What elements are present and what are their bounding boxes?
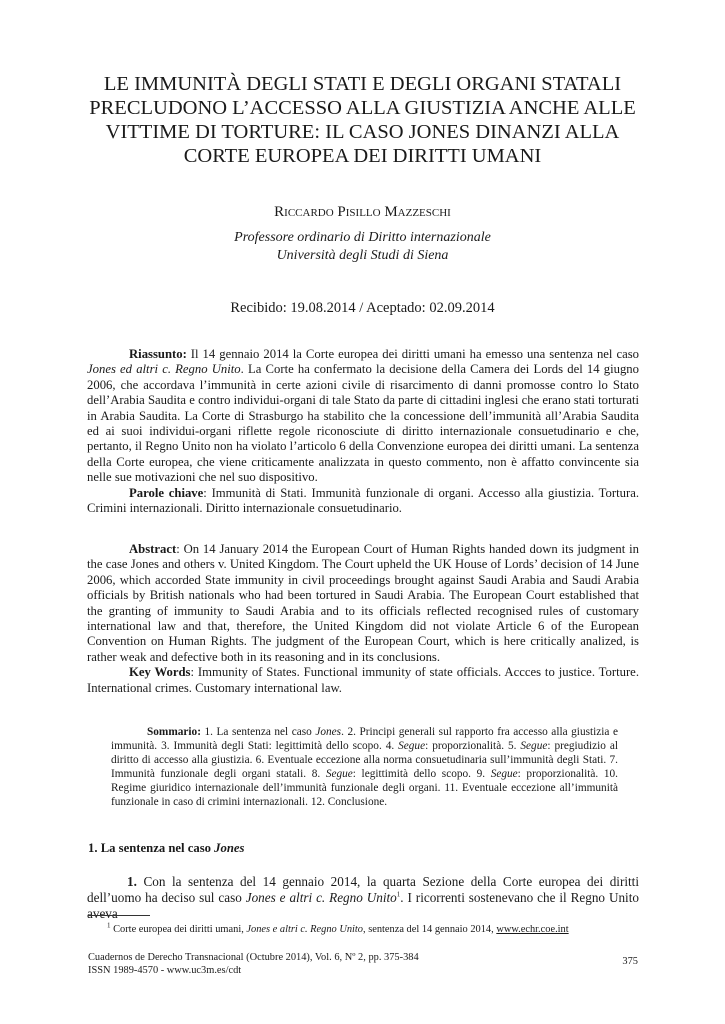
article-title [80,72,645,168]
abstract-label: Abstract [129,542,177,556]
abstract-paragraph [87,542,639,665]
parole-chiave-paragraph [87,486,639,517]
title-line: LE IMMUNITÀ DEGLI STATI E DEGLI ORGANI STATALI [103,73,622,95]
title-line: CORTE EUROPEA DEI DIRITTI UMANI [183,145,542,167]
riassunto-text: . La Corte ha confermato la decisione della Camera dei Lords del 14 giugno 2006, che accordava l’immunità in certe azioni civile di risarcimento di danni promosse contro lo Stato dell’Arabia Saudita e contro individui-organi di tale Stato da parte di cittadini inglesi che erano stati torturati in Arabia Saudita. La Corte di Strasburgo ha stabilito che la concessione dell’immunità all’Arabia Saudita ed ai suoi individui-organi riflette regole riconosciute di diritto internazionale consuetudinario e che, pertanto, il Regno Unito non ha violato l’articolo 6 della Convenzione europea dei diritti umani. La sentenza della Corte europea, che viene criticamente analizzata in questo commento, non è affatto convincente sia nelle sue motivazioni che nel suo dispositivo. [87,362,639,485]
journal-issn: ISSN 1989-4570 - www.uc3m.es/cdt [88,965,242,976]
body-paragraph [87,874,639,921]
sommario-italic: Segue [490,768,518,781]
body-text: . I ricorrenti sostenevano che il Regno Unito aveva [87,889,639,921]
footnote-number: 1 [107,921,111,930]
sommario-text: : proporzionalità. 5. [425,740,521,753]
journal-info [88,951,419,977]
author-affiliation [80,229,645,265]
key-words-text: : Immunity of States. Functional immunity of state officials. Accces to justice. Torture. International crimes. Customary international law. [87,665,639,695]
riassunto-label: Riassunto: [129,347,187,361]
sommario-label: Sommario: [147,726,201,738]
footnote-text: , sentenza del 14 gennaio 2014, [363,924,497,935]
footnote [87,923,639,936]
footnote-text: Corte europea dei diritti umani, [110,924,247,935]
footnote-link[interactable]: www.echr.coe.int [496,924,569,935]
title-line: VITTIME DI TORTURE: IL CASO JONES DINANZI ALLA [105,121,620,143]
abstract-block [87,542,639,696]
riassunto-text: Il 14 gennaio 2014 la Corte europea dei diritti umani ha emesso una sentenza nel caso [186,347,639,361]
footnote-case-name: Jones e altri c. Regno Unito [246,924,363,935]
title-line: PRECLUDONO L’ACCESSO ALLA GIUSTIZIA ANCHE ALLE [89,97,636,119]
affiliation-institution: Università degli Studi di Siena [276,248,449,263]
received-accepted-dates: Recibido: 19.08.2014 / Aceptado: 02.09.2014 [230,300,495,316]
riassunto-case-name: Jones ed altri c. Regno Unito [87,362,241,377]
body-case-name: Jones e altri c. Regno Unito [245,889,397,905]
sommario-block [111,725,618,810]
parole-chiave-text: : Immunità di Stati. Immunità funzionale di organi. Accesso alla giustizia. Tortura. Crimini internazionali. Diritto internazionale consuetudinario. [87,485,640,516]
section-heading-italic: Jones [214,841,245,855]
affiliation-position: Professore ordinario di Diritto internazionale [234,230,491,245]
section-heading-text: 1. La sentenza nel caso [88,841,215,855]
sommario-text: . 2. Principi generali sul rapporto fra accesso alla giustizia e immunità. 3. Immunità degli Stati: legittimità dello scopo. 4. [111,726,618,753]
paragraph-number: 1. [127,874,137,889]
key-words-label: Key Words [129,665,191,680]
body-text: Con la sentenza del 14 gennaio 2014, la quarta Sezione della Corte europea dei diritti dell’uomo ha deciso sul caso [87,874,639,905]
footnote-divider [88,915,150,916]
sommario-text: : proporzionalità. 10. Regime giuridico internazionale dell’immunità funzionale degli organi. 11. Eventuale eccezione all’immunità funzionale in caso di crimini internazionali. 12. Conclusione. [111,768,618,809]
sommario-text: : pregiudizio al diritto di accesso alla giustizia. 6. Eventuale eccezione alla norma consuetudinaria sull’immunità degli Stati. 7. Immunità funzionale degli organi statali. 8. [111,740,618,781]
riassunto-paragraph [87,347,639,486]
riassunto-block [87,347,639,516]
page-number: 375 [622,956,638,967]
sommario-italic: Segue [325,768,353,781]
sommario-italic: Segue [520,740,548,753]
parole-chiave-label: Parole chiave [129,485,204,500]
key-words-paragraph [87,665,639,696]
author-name: Riccardo Pisillo Mazzeschi [274,204,451,220]
journal-citation: Cuadernos de Derecho Transnacional (Octubre 2014), Vol. 6, Nº 2, pp. 375-384 [88,952,419,963]
footnote-marker[interactable]: 1 [396,890,401,899]
sommario-text: 1. La sentenza nel caso [200,726,316,738]
sommario-italic: Jones [315,726,342,738]
section-heading [88,841,244,856]
sommario-text: : legittimità dello scopo. 9. [352,768,491,781]
sommario-italic: Segue [398,740,426,753]
abstract-text: : On 14 January 2014 the European Court of Human Rights handed down its judgment in the case Jones and others v. United Kingdom. The Court upheld the UK House of Lords’ decision of 14 June 2006, which accorded State immunity in civil proceedings brought against Saudi Arabia and Saudi Arabia officials by British nationals who had been tortured in Saudi Arabia. The European Court established that the granting of immunity to Saudi Arabia and to its officials reflected recognised rules of customary international law and that, therefore, the United Kingdom did not violate Article 6 of the European Convention on Human Rights. The judgment of the European Court, which is here critically analized, is rather weak and defective both in its reasoning and in its conclusions. [87,542,639,664]
